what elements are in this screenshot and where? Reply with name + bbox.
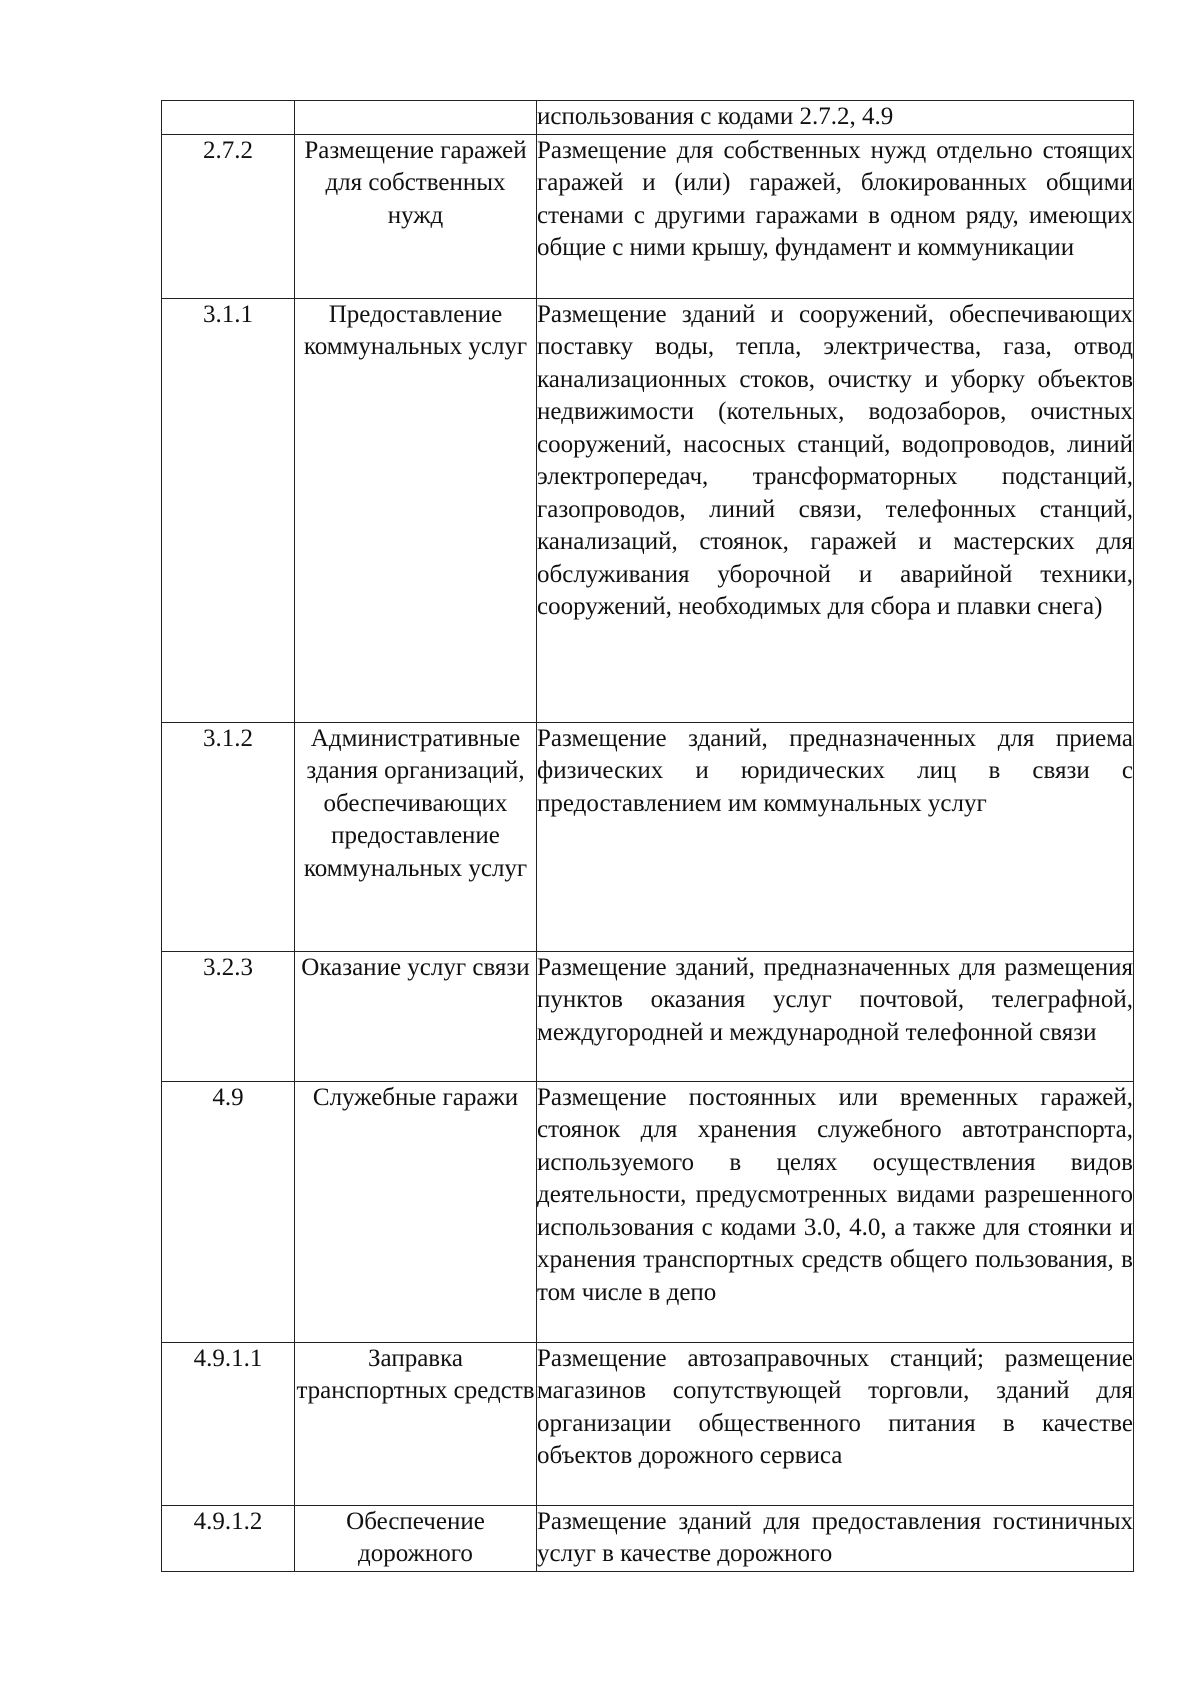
description-cell: Размещение зданий для предоставления гостиничных услуг в качестве дорожного: [537, 1505, 1134, 1571]
name-cell: Предоставление коммунальных услуг: [295, 298, 537, 722]
name-cell: Оказание услуг связи: [295, 951, 537, 1081]
description-cell: Размещение постоянных или временных гаражей, стоянок для хранения служебного автотранспорта, используемого в целях осуществления видов деятельности, предусмотренных видами разрешенного использования с кодами 3.0, 4.0, а также для стоянки и хранения транспортных средств общего пользования, в том числе в депо: [537, 1081, 1134, 1342]
description-cell: Размещение зданий, предназначенных для размещения пунктов оказания услуг почтовой, телеграфной, междугородней и международной телефонной связи: [537, 951, 1134, 1081]
description-cell: Размещение зданий и сооружений, обеспечивающих поставку воды, тепла, электричества, газа, отвод канализационных стоков, очистку и уборку объектов недвижимости (котельных, водозаборов, очистных сооружений, насосных станций, водопроводов, линий электропередач, трансформаторных подстанций, газопроводов, линий связи, телефонных станций, канализаций, стоянок, гаражей и мастерских для обслуживания уборочной и аварийной техники, сооружений, необходимых для сбора и плавки снега): [537, 298, 1134, 722]
name-cell: Заправка транспортных средств: [295, 1342, 537, 1505]
code-cell: 4.9.1.2: [162, 1505, 295, 1571]
description-cell: Размещение для собственных нужд отдельно стоящих гаражей и (или) гаражей, блокированных общими стенами с другими гаражами в одном ряду, имеющих общие с ними крышу, фундамент и коммуникации: [537, 134, 1134, 298]
name-cell: Административные здания организаций, обеспечивающих предоставление коммунальных услуг: [295, 722, 537, 951]
name-cell: [295, 101, 537, 135]
table-row: [162, 1081, 1134, 1342]
description-cell: Размещение зданий, предназначенных для приема физических и юридических лиц в связи с предоставлением им коммунальных услуг: [537, 722, 1134, 951]
code-cell: 2.7.2: [162, 134, 295, 298]
code-cell: 3.1.2: [162, 722, 295, 951]
table-row: [162, 1505, 1134, 1571]
code-cell: 3.2.3: [162, 951, 295, 1081]
table-row: [162, 951, 1134, 1081]
code-cell: 4.9.1.1: [162, 1342, 295, 1505]
description-cell: Размещение автозаправочных станций; размещение магазинов сопутствующей торговли, зданий для организации общественного питания в качестве объектов дорожного сервиса: [537, 1342, 1134, 1505]
land-use-table: [161, 100, 1134, 1572]
table-row: [162, 1342, 1134, 1505]
name-cell: Обеспечение дорожного: [295, 1505, 537, 1571]
table-row: [162, 134, 1134, 298]
name-cell: Размещение гаражей для собственных нужд: [295, 134, 537, 298]
name-cell: Служебные гаражи: [295, 1081, 537, 1342]
code-cell: 3.1.1: [162, 298, 295, 722]
table-row: [162, 722, 1134, 951]
code-cell: 4.9: [162, 1081, 295, 1342]
code-cell: [162, 101, 295, 135]
table-row: [162, 101, 1134, 135]
description-cell: использования с кодами 2.7.2, 4.9: [537, 101, 1134, 135]
table-row: [162, 298, 1134, 722]
